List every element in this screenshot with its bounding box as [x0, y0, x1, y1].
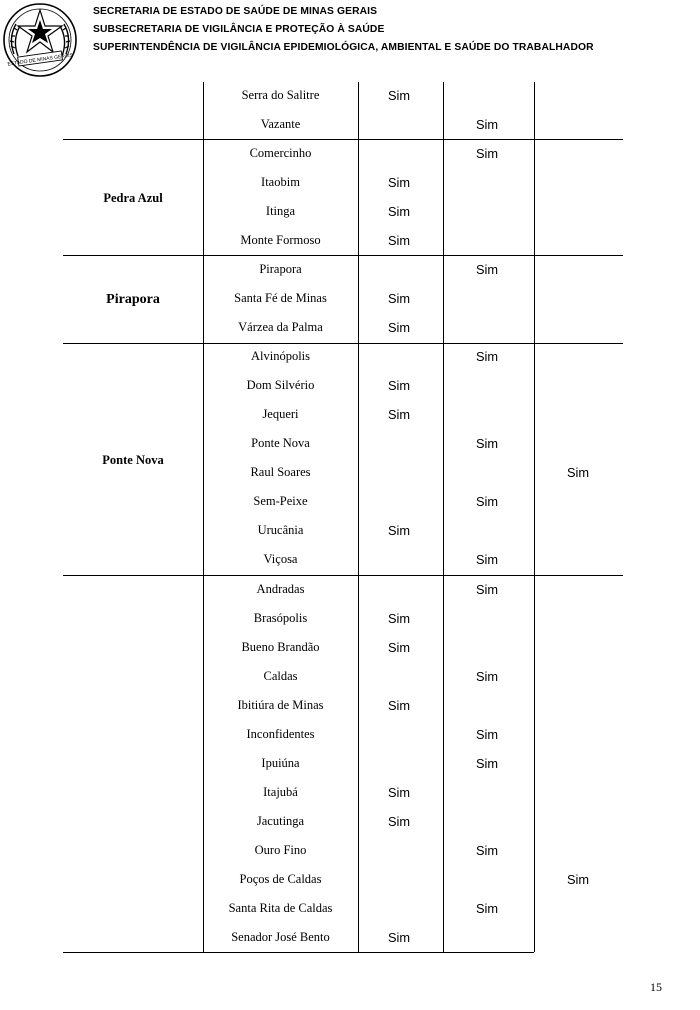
- region-divider: [63, 139, 623, 140]
- municipio-name: Jacutinga: [256, 814, 305, 829]
- municipio-name: Serra do Salitre: [241, 87, 320, 102]
- municipio-name: Pirapora: [259, 261, 302, 276]
- municipio-name: Raul Soares: [250, 465, 311, 480]
- sim-mark-c1: Sim: [387, 407, 411, 423]
- municipio-name: Itinga: [265, 203, 296, 218]
- region-name: Ponte Nova: [102, 452, 164, 467]
- municipio-name: Poços de Caldas: [239, 872, 322, 887]
- municipio-name: Santa Rita de Caldas: [228, 901, 333, 916]
- sim-mark-c2: Sim: [475, 349, 499, 365]
- header-secretaria: SECRETARIA DE ESTADO DE SAÚDE DE MINAS GERAIS: [93, 6, 378, 17]
- municipio-name: Brasópolis: [253, 610, 308, 625]
- sim-mark-c1: Sim: [387, 784, 411, 800]
- sim-mark-c2: Sim: [475, 726, 499, 742]
- municipio-name: Dom Silvério: [246, 378, 315, 393]
- sim-mark-c2: Sim: [475, 494, 499, 510]
- sim-mark-c3: Sim: [566, 465, 590, 481]
- sim-mark-c1: Sim: [387, 639, 411, 655]
- municipio-name: Várzea da Palma: [238, 320, 323, 334]
- municipio-name: Jequeri: [262, 407, 299, 422]
- sim-mark-c1: Sim: [387, 290, 411, 306]
- column-divider: [443, 82, 444, 952]
- municipio-name: Vazante: [260, 116, 301, 131]
- sim-mark-c1: Sim: [387, 814, 411, 830]
- region-name: Pedra Azul: [103, 191, 163, 206]
- sim-mark-c2: Sim: [475, 668, 499, 684]
- municipio-name: Santa Fé de Minas: [234, 290, 327, 305]
- municipio-name: Bueno Brandão: [241, 639, 320, 654]
- page-number: 15: [650, 980, 662, 994]
- sim-mark-c1: Sim: [387, 523, 411, 539]
- municipio-name: Ponte Nova: [251, 436, 310, 451]
- sim-mark-c2: Sim: [475, 581, 499, 597]
- sim-mark-c1: Sim: [387, 174, 411, 190]
- sim-mark-c3: Sim: [566, 872, 590, 888]
- sim-mark-c1: Sim: [387, 87, 411, 103]
- sim-mark-c1: Sim: [387, 232, 411, 248]
- sim-mark-c1: Sim: [387, 930, 411, 946]
- column-divider: [534, 82, 535, 952]
- municipio-name: Andradas: [256, 581, 305, 596]
- sim-mark-c2: Sim: [475, 843, 499, 859]
- seal-text: ESTADO DE MINAS GERAIS: [7, 52, 74, 68]
- municipio-name: Comercinho: [249, 145, 312, 160]
- municipio-name: Senador José Bento: [231, 930, 330, 945]
- sim-mark-c1: Sim: [387, 610, 411, 626]
- municipio-name: Itajubá: [263, 784, 298, 799]
- sim-mark-c2: Sim: [475, 755, 499, 771]
- header-subsecretaria: SUBSECRETARIA DE VIGILÂNCIA E PROTEÇÃO À SAÚDE: [93, 24, 385, 35]
- sim-mark-c1: Sim: [387, 697, 411, 713]
- region-divider: [63, 343, 623, 344]
- municipio-name: Caldas: [263, 668, 298, 683]
- sim-mark-c2: Sim: [475, 436, 499, 452]
- sim-mark-c2: Sim: [475, 552, 499, 568]
- municipio-name: Sem-Peixe: [253, 494, 308, 509]
- sim-mark-c1: Sim: [387, 378, 411, 394]
- municipio-name: Ouro Fino: [254, 843, 307, 858]
- region-divider: [63, 255, 623, 256]
- municipio-name: Viçosa: [263, 552, 298, 567]
- table-bottom-border: [63, 952, 203, 953]
- municipio-name: Urucânia: [257, 523, 304, 538]
- municipio-name: Alvinópolis: [250, 349, 311, 364]
- sim-mark-c2: Sim: [475, 261, 499, 277]
- municipio-name: Monte Formoso: [240, 232, 321, 247]
- municipio-name: Itaobim: [261, 174, 300, 189]
- region-name: Pirapora: [106, 291, 160, 307]
- sim-mark-c2: Sim: [475, 901, 499, 917]
- municipio-name: Ipuiúna: [261, 755, 300, 770]
- sim-mark-c1: Sim: [387, 203, 411, 219]
- sim-mark-c1: Sim: [387, 320, 411, 335]
- municipio-name: Inconfidentes: [246, 726, 315, 741]
- sim-mark-c2: Sim: [475, 145, 499, 161]
- header-superintendencia: SUPERINTENDÊNCIA DE VIGILÂNCIA EPIDEMIOLÓGICA, AMBIENTAL E SAÚDE DO TRABALHADOR: [93, 42, 594, 53]
- table-bottom-border: [203, 952, 534, 953]
- municipio-name: Ibitiúra de Minas: [237, 697, 324, 712]
- region-divider: [63, 575, 623, 576]
- sim-mark-c2: Sim: [475, 116, 499, 132]
